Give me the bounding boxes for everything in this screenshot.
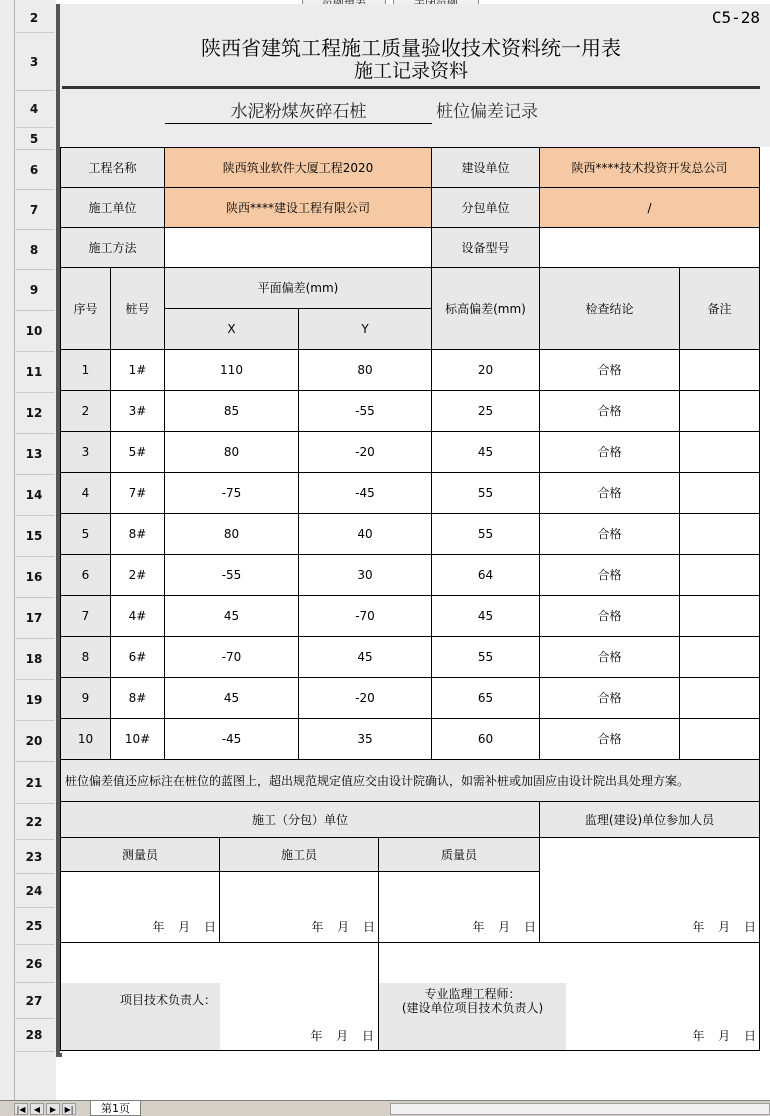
construction-unit-header: 施工（分包）单位 [61,802,540,838]
quality-date: 年 月 日 [472,919,536,934]
first-sheet-icon[interactable]: |◀ [14,1103,28,1115]
table-cell-y[interactable]: -20 [299,678,432,719]
table-cell-x[interactable]: -70 [165,637,299,678]
prev-sheet-icon[interactable]: ◀ [30,1103,44,1115]
row-number[interactable]: 9 [14,270,54,311]
method-label: 施工方法 [61,228,165,268]
table-cell-remark[interactable] [680,514,760,555]
row-number[interactable]: 8 [14,230,54,270]
quality-label: 质量员 [379,838,540,872]
col-result-header: 检查结论 [540,268,680,350]
supervisor-label [379,983,566,1051]
table-cell-result[interactable]: 合格 [540,555,680,596]
table-cell-remark[interactable] [680,473,760,514]
table-cell-elev[interactable]: 45 [432,596,540,637]
table-cell-result[interactable]: 合格 [540,432,680,473]
table-cell-elev[interactable]: 55 [432,637,540,678]
surveyor-label: 测量员 [61,838,220,872]
owner-field[interactable]: 陕西****技术投资开发总公司 [540,148,760,188]
row-number[interactable]: 4 [14,91,54,128]
next-sheet-icon[interactable]: ▶ [46,1103,60,1115]
table-cell-x[interactable]: 45 [165,596,299,637]
table-cell-elev[interactable]: 20 [432,350,540,391]
row-number[interactable]: 16 [14,557,54,598]
table-cell-y[interactable]: 80 [299,350,432,391]
table-cell-x[interactable]: 45 [165,678,299,719]
table-cell-x[interactable]: -75 [165,473,299,514]
table-cell-elev[interactable]: 55 [432,473,540,514]
table-cell-seq: 1 [61,350,111,391]
table-cell-remark[interactable] [680,596,760,637]
surveyor-date: 年 月 日 [152,919,216,934]
row-number[interactable]: 28 [14,1019,54,1052]
supervisor-label-line2: (建设单位项目技术负责人) [401,1001,544,1015]
table-cell-y[interactable]: 35 [299,719,432,760]
table-cell-y[interactable]: -20 [299,432,432,473]
row-number[interactable]: 24 [14,874,54,908]
row-number[interactable]: 17 [14,598,54,639]
supervisor-label-line1: 专业监理工程师： [424,987,521,1001]
header-separator [62,86,760,89]
table-cell-seq: 10 [61,719,111,760]
form-code: C5-28 [711,8,760,27]
row-number[interactable]: 25 [14,908,54,945]
equipment-label: 设备型号 [432,228,540,268]
last-sheet-icon[interactable]: ▶| [62,1103,76,1115]
table-cell-pile[interactable]: 3# [111,391,165,432]
bottom-right-border [759,943,760,1051]
table-cell-pile[interactable]: 6# [111,637,165,678]
table-cell-remark[interactable] [680,555,760,596]
row-number[interactable]: 23 [14,840,54,874]
table-cell-elev[interactable]: 60 [432,719,540,760]
row-number[interactable]: 12 [14,393,54,434]
table-cell-pile[interactable]: 1# [111,350,165,391]
table-cell-elev[interactable]: 55 [432,514,540,555]
table-cell-y[interactable]: -55 [299,391,432,432]
project-name-label: 工程名称 [61,148,165,188]
form-title: 陕西省建筑工程施工质量验收技术资料统一用表 [201,36,621,60]
col-pile-header: 桩号 [111,268,165,350]
row-number[interactable]: 2 [14,4,54,33]
table-cell-result[interactable]: 合格 [540,473,680,514]
table-cell-result[interactable]: 合格 [540,596,680,637]
row-number[interactable]: 13 [14,434,54,475]
table-cell-y[interactable]: 45 [299,637,432,678]
subcontractor-field[interactable]: / [540,188,760,228]
bottom-border [60,1050,760,1051]
builder-date: 年 月 日 [311,919,375,934]
table-cell-seq: 4 [61,473,111,514]
row-number[interactable]: 20 [14,721,54,762]
table-cell-pile[interactable]: 8# [111,514,165,555]
col-x-header: X [165,309,299,350]
table-cell-pile[interactable]: 4# [111,596,165,637]
supervision-date: 年 月 日 [692,919,756,934]
table-cell-seq: 9 [61,678,111,719]
table-cell-remark[interactable] [680,719,760,760]
form-frame-bottom [56,1053,62,1057]
contractor-label: 施工单位 [61,188,165,228]
table-cell-pile[interactable]: 8# [111,678,165,719]
table-cell-y[interactable]: -45 [299,473,432,514]
row-number[interactable]: 14 [14,475,54,516]
table-cell-y[interactable]: -70 [299,596,432,637]
table-cell-result[interactable]: 合格 [540,514,680,555]
table-cell-seq: 2 [61,391,111,432]
table-cell-remark[interactable] [680,391,760,432]
table-cell-seq: 5 [61,514,111,555]
horizontal-scrollbar[interactable] [390,1103,770,1115]
table-cell-pile[interactable]: 2# [111,555,165,596]
sheet-tab-bar [0,1100,770,1116]
supervision-unit-header: 监理(建设)单位参加人员 [540,802,760,838]
row-number[interactable]: 18 [14,639,54,680]
table-cell-remark[interactable] [680,432,760,473]
col-plane-dev-header: 平面偏差(mm) [165,268,432,309]
table-cell-remark[interactable] [680,637,760,678]
table-cell-x[interactable]: 110 [165,350,299,391]
owner-label: 建设单位 [432,148,540,188]
table-cell-x[interactable]: 80 [165,514,299,555]
note-text: 桩位偏差值还应标注在桩位的蓝图上，超出规范规定值应交由设计院确认，如需补桩或加固应由设计院出具处理方案。 [61,760,760,802]
row-number[interactable]: 26 [14,945,54,983]
table-cell-y[interactable]: 30 [299,555,432,596]
table-cell-result[interactable]: 合格 [540,391,680,432]
row-number[interactable]: 27 [14,983,54,1019]
form-subtitle: 施工记录资料 [353,60,468,82]
table-cell-seq: 7 [61,596,111,637]
tech-lead-date: 年 月 日 [310,1028,374,1043]
row-number[interactable]: 6 [14,150,54,190]
row-number[interactable]: 15 [14,516,54,557]
bottom-left-border [60,943,61,1051]
table-cell-seq: 8 [61,637,111,678]
table-cell-elev[interactable]: 45 [432,432,540,473]
row-number[interactable]: 11 [14,352,54,393]
table-cell-seq: 3 [61,432,111,473]
row-number[interactable]: 10 [14,311,54,352]
tech-lead-label: 项目技术负责人： [61,983,220,1051]
sheet-tab-page1[interactable]: 第1页 [90,1101,141,1116]
table-cell-x[interactable]: 80 [165,432,299,473]
col-remark-header: 备注 [680,268,760,350]
table-cell-pile[interactable]: 10# [111,719,165,760]
table-cell-elev[interactable]: 25 [432,391,540,432]
project-name-field[interactable]: 陕西筑业软件大厦工程2020 [165,148,432,188]
table-cell-result[interactable]: 合格 [540,637,680,678]
table-cell-seq: 6 [61,555,111,596]
subject-suffix: 桩位偏差记录 [436,102,538,122]
col-y-header: Y [299,309,432,350]
table-cell-pile[interactable]: 7# [111,473,165,514]
table-cell-x[interactable]: -55 [165,555,299,596]
table-cell-result[interactable]: 合格 [540,678,680,719]
table-cell-y[interactable]: 40 [299,514,432,555]
table-cell-elev[interactable]: 64 [432,555,540,596]
table-cell-remark[interactable] [680,678,760,719]
supervisor-date: 年 月 日 [692,1028,756,1043]
table-cell-x[interactable]: -45 [165,719,299,760]
table-cell-result[interactable]: 合格 [540,350,680,391]
subcontractor-label: 分包单位 [432,188,540,228]
table-cell-elev[interactable]: 65 [432,678,540,719]
builder-label: 施工员 [220,838,379,872]
col-seq-header: 序号 [61,268,111,350]
table-cell-pile[interactable]: 5# [111,432,165,473]
row-number[interactable]: 21 [14,762,54,804]
blank-row-26 [61,943,760,983]
contractor-field[interactable]: 陕西****建设工程有限公司 [165,188,432,228]
table-cell-result[interactable]: 合格 [540,719,680,760]
table-cell-remark[interactable] [680,350,760,391]
row-number[interactable]: 22 [14,804,54,840]
equipment-field[interactable] [540,228,760,268]
row-number[interactable]: 3 [14,33,54,91]
method-field[interactable] [165,228,432,268]
subject-input[interactable]: 水泥粉煤灰碎石桩 [165,100,432,124]
row-number[interactable]: 5 [14,128,54,150]
col-elev-header: 标高偏差(mm) [432,268,540,350]
row-number[interactable]: 19 [14,680,54,721]
table-cell-x[interactable]: 85 [165,391,299,432]
row-number[interactable]: 7 [14,190,54,230]
